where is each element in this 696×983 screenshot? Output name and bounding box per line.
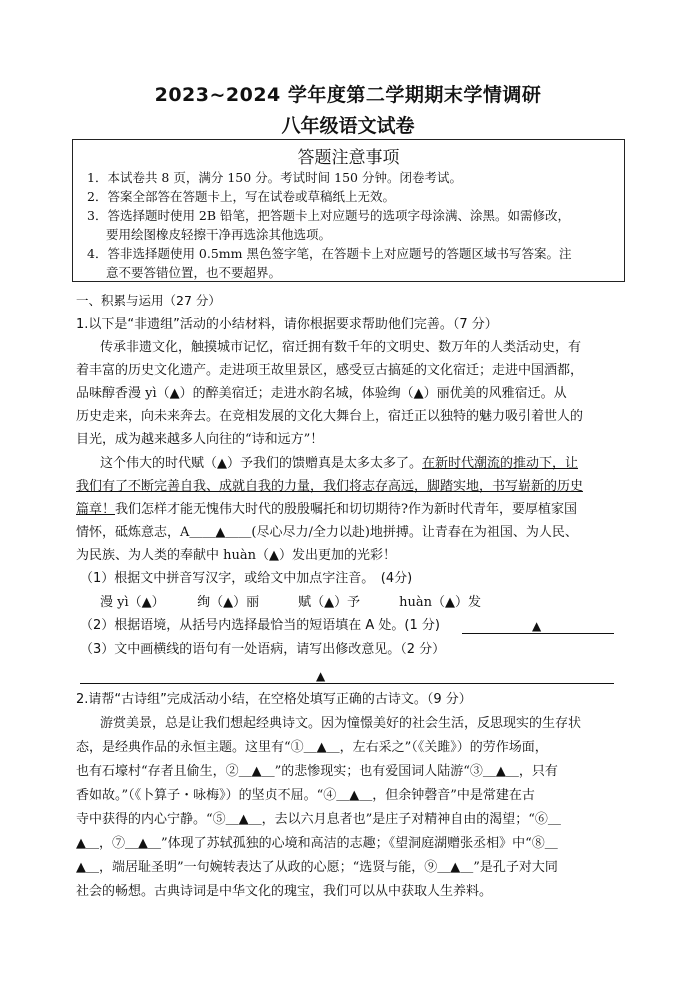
q1-paragraph-line: 为民族、为人类的奉献中 huàn（▲）发出更加的光彩！ [76,548,396,563]
underlined-sentence: 篇章！ [76,502,116,517]
q1-paragraph-line [76,498,624,522]
q1-paragraph-line [100,452,620,476]
notice-item: 4．答非选择题使用 0.5mm 黑色签字笔，在答题卡上对应题号的答题区域书写答案。注 [87,246,572,261]
notice-heading: 答题注意事项 [297,148,400,168]
q2-paragraph-line: 寺中获得的内心宁静。“⑤＿▲＿，去以六月息者也”是庄子对精神自由的渴望；“⑥＿ [76,812,561,827]
notice-item: 1．本试卷共 8 页，满分 150 分。考试时间 150 分钟。闭卷考试。 [87,170,462,185]
notice-item: 意不要答错位置，也不要超界。 [106,265,282,280]
q2-paragraph-line: ▲＿，⑦＿▲＿”体现了苏轼孤独的心境和高洁的志趣；《望洞庭湖赠张丞相》中“⑧＿ [76,836,558,851]
notice-item: 要用绘图橡皮轻擦干净再选涂其他选项。 [106,227,332,242]
answer-line [462,633,614,634]
q1-text-segment: 我们怎样才能无愧伟大时代的殷殷嘱托和切切期待?作为新时代青年，要厚植家国 [115,502,577,517]
q1-text-segment: 这个伟大的时代赋（▲）予我们的馈赠真是太多太多了。 [100,456,422,471]
subquestion-1: （1）根据文中拼音写汉字，或给文中加点字注音。 (4分) [80,571,413,586]
section-heading: 一、积累与运用（27 分） [76,293,221,308]
q1-paragraph-line: 品味醇香漫 yì（▲）的醉美宿迁；走进水韵名城，体验绚（▲）丽优美的风雅宿迁。从 [76,386,567,401]
q2-paragraph-line: 香如故。”（《卜算子・咏梅》）的坚贞不屈。“④＿▲＿，但余钟磬音”中是常建在古 [76,788,535,803]
answer-mark: ▲ [316,669,326,683]
exam-subtitle: 八年级语文试卷 [281,115,415,137]
q2-paragraph-line: ▲＿，端居耻圣明”一句婉转表达了从政的心愿；“选贤与能，⑨＿▲＿”是孔子对大同 [76,860,558,875]
question-1-stem: 1.以下是“非遗组”活动的小结材料，请你根据要求帮助他们完善。（7 分） [76,317,498,332]
q1-paragraph-line: 着丰富的历史文化遗产。走进项王故里景区，感受豆古搞延的文化宿迁；走进中国酒都， [76,363,584,378]
notice-item: 2．答案全部答在答题卡上，写在试卷或草稿纸上无效。 [87,189,395,204]
notice-box [72,139,625,282]
q1-paragraph-line: 目光，成为越来越多人向往的“诗和远方”！ [76,432,324,447]
question-2-stem: 2.请帮“古诗组”完成活动小结，在空格处填写正确的古诗文。（9 分） [76,692,472,707]
q2-paragraph-line: 态，是经典作品的永恒主题。这里有“①＿▲＿，左右采之”（《关雎》）的劳作场面， [76,740,548,755]
q2-paragraph-line: 社会的畅想。古典诗词是中华文化的瑰宝，我们可以从中获取人生养料。 [76,884,493,899]
underlined-sentence: 在新时代潮流的推动下，让 [422,456,579,471]
exam-title: 2023~2024 学年度第二学期期末学情调研 [154,84,542,106]
q1-paragraph-line: 情怀，砥炼意志，A＿＿▲＿＿(尽心尽力/全力以赴)地拼搏。让青春在为祖国、为人民、 [76,525,578,540]
subquestion-2: （2）根据语境，从括号内选择最恰当的短语填在 A 处。(1 分) [80,618,440,633]
underlined-sentence: 我们有了不断完善自我、成就自我的力量，我们将志存高远，脚踏实地，书写崭新的历史 [76,479,584,494]
answer-line [80,683,614,684]
q2-paragraph-line: 游赏美景，总是让我们想起经典诗文。因为憧憬美好的社会生活，反思现实的生存状 [100,716,582,731]
subquestion-1-items: 漫 yì（▲） 绚（▲）丽 赋（▲）予 huàn（▲）发 [100,595,481,610]
q2-paragraph-line: 也有石壕村“存者且偷生，②＿▲＿”的悲惨现实；也有爱国词人陆游“③＿▲＿，只有 [76,764,558,779]
q1-paragraph-line: 传承非遗文化，触摸城市记忆，宿迁拥有数千年的文明史、数万年的人类活动史，有 [100,340,582,355]
notice-item: 3．答选择题时使用 2B 铅笔，把答题卡上对应题号的选项字母涂满、涂黑。如需修改， [87,208,571,223]
q1-paragraph-line: 历史走来，向未来奔去。在竞相发展的文化大舞台上，宿迁正以独特的魅力吸引着世人的 [76,409,584,424]
answer-mark: ▲ [532,619,542,633]
subquestion-3: （3）文中画横线的语句有一处语病，请写出修改意见。（2 分） [80,642,446,657]
